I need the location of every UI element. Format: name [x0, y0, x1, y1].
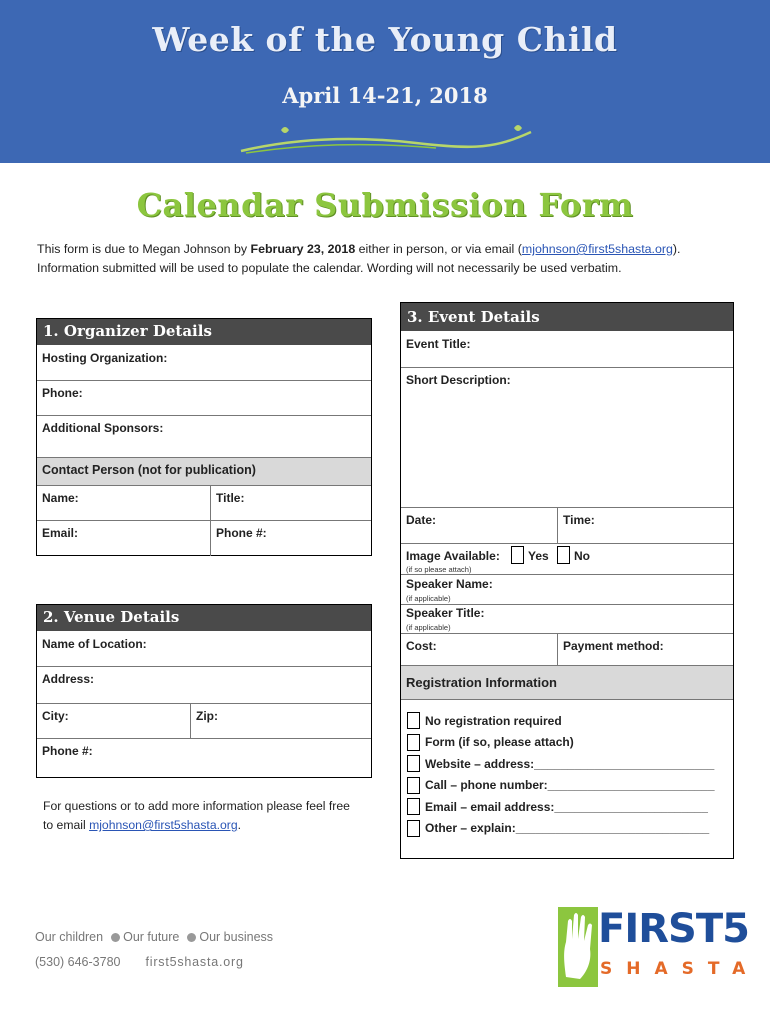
header-banner — [0, 0, 770, 163]
organizer-heading: 1. Organizer Details — [37, 319, 371, 345]
registration-option[interactable]: Email – email address:_______________________ — [407, 796, 715, 818]
contact-name-row — [37, 486, 371, 521]
speaker-title-field[interactable]: Speaker Title: (if applicable) — [401, 605, 733, 634]
image-yes-label: Yes — [528, 549, 549, 563]
cost-field[interactable]: Cost: — [406, 639, 437, 653]
city-zip-row — [37, 704, 371, 739]
form-title: Calendar Submission Form — [136, 186, 634, 224]
short-description-field[interactable]: Short Description: — [401, 368, 733, 508]
registration-option[interactable]: Website – address:___________________________ — [407, 753, 715, 775]
image-note: (if so please attach) — [406, 565, 472, 574]
bullet-icon — [111, 933, 120, 942]
speaker-title-note: (if applicable) — [406, 623, 451, 632]
event-heading: 3. Event Details — [401, 303, 733, 331]
registration-checkbox[interactable] — [407, 755, 420, 772]
intro-email-link[interactable]: mjohnson@first5shasta.org — [521, 242, 673, 256]
bullet-icon — [187, 933, 196, 942]
event-details-section — [400, 302, 734, 859]
contact-phone-field[interactable]: Phone #: — [210, 521, 371, 556]
questions-email-link[interactable]: mjohnson@first5shasta.org — [89, 818, 238, 832]
tagline-item: Our future — [123, 930, 180, 944]
registration-heading: Registration Information — [401, 666, 733, 700]
hosting-organization-field[interactable]: Hosting Organization: — [37, 346, 371, 381]
organizer-phone-field[interactable]: Phone: — [37, 381, 371, 416]
event-time-field[interactable]: Time: — [557, 508, 733, 543]
image-no-checkbox[interactable] — [557, 546, 570, 564]
banner-title: Week of the Young Child — [152, 20, 618, 59]
speaker-name-field[interactable]: Speaker Name: (if applicable) — [401, 575, 733, 605]
footer-contact — [35, 955, 244, 969]
registration-option[interactable]: Form (if so, please attach) — [407, 732, 715, 754]
contact-email-row — [37, 521, 371, 556]
image-available-row — [401, 544, 733, 575]
contact-name-field[interactable]: Name: — [42, 491, 79, 505]
venue-details-section — [36, 604, 372, 778]
venue-phone-field[interactable]: Phone #: — [42, 744, 93, 758]
registration-checkbox[interactable] — [407, 820, 420, 837]
tagline-item: Our children — [35, 930, 104, 944]
speaker-name-note: (if applicable) — [406, 594, 451, 603]
logo-first5: FIRST5 — [598, 906, 749, 952]
registration-option[interactable]: Call – phone number:_________________________ — [407, 775, 715, 797]
registration-option[interactable]: No registration required — [407, 710, 715, 732]
contact-email-field[interactable]: Email: — [42, 526, 79, 540]
registration-checkbox[interactable] — [407, 734, 420, 751]
registration-checkbox[interactable] — [407, 798, 420, 815]
date-time-row — [401, 508, 733, 544]
image-yes-checkbox[interactable] — [511, 546, 524, 564]
location-name-field[interactable]: Name of Location: — [37, 632, 371, 667]
contact-title-field[interactable]: Title: — [210, 486, 371, 520]
venue-address-field[interactable]: Address: — [37, 667, 371, 704]
hand-logo-icon — [558, 907, 600, 987]
footer-tagline — [35, 930, 273, 944]
intro-text: This form is due to Megan Johnson by February 23, 2018 either in person, or via email (mjohnson@first5shasta.org). Information submitted will be used to populate the calendar. Wording will not necessarily be used verbatim. — [37, 242, 681, 275]
organizer-details-section — [36, 318, 372, 556]
registration-option[interactable]: Other – explain:_____________________________ — [407, 818, 715, 840]
city-field[interactable]: City: — [42, 709, 69, 723]
tagline-item: Our business — [199, 930, 274, 944]
registration-checkbox[interactable] — [407, 712, 420, 729]
cost-payment-row — [401, 634, 733, 666]
event-date-field[interactable]: Date: — [406, 513, 437, 527]
logo-shasta: SHASTA — [600, 959, 760, 979]
first5-shasta-logo — [558, 905, 760, 990]
contact-person-heading: Contact Person (not for publication) — [37, 458, 371, 486]
banner-date: April 14-21, 2018 — [282, 83, 488, 108]
footer-website[interactable]: first5shasta.org — [145, 955, 244, 969]
venue-heading: 2. Venue Details — [37, 605, 371, 631]
swoosh-decoration-icon — [236, 118, 536, 158]
image-available-label: Image Available: — [406, 549, 500, 563]
event-title-field[interactable]: Event Title: — [401, 332, 733, 368]
registration-checkbox[interactable] — [407, 777, 420, 794]
image-no-label: No — [574, 549, 590, 563]
payment-method-field[interactable]: Payment method: — [557, 634, 733, 665]
additional-sponsors-field[interactable]: Additional Sponsors: — [37, 416, 371, 458]
questions-text: For questions or to add more information please feel free to email mjohnson@first5shasta.org. — [43, 799, 350, 832]
registration-options — [401, 700, 733, 858]
zip-field[interactable]: Zip: — [190, 704, 371, 738]
footer-phone: (530) 646-3780 — [35, 955, 121, 969]
